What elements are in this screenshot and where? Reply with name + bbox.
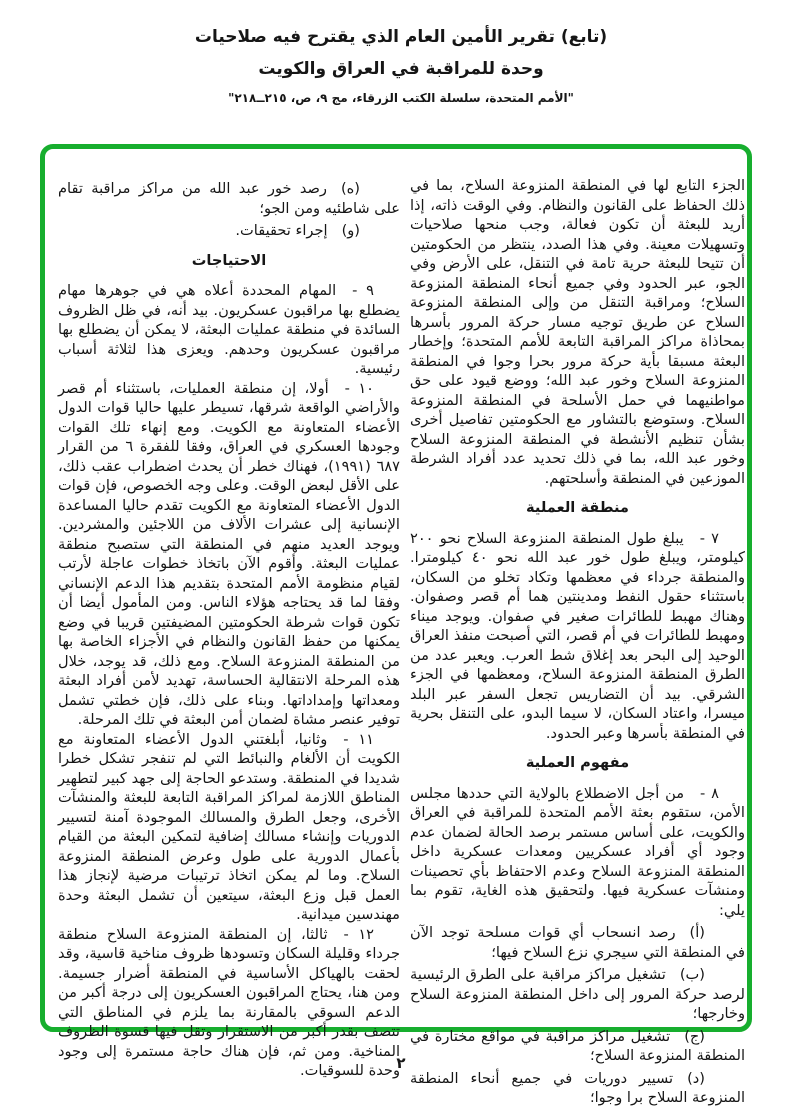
two-column-text-body bbox=[58, 176, 745, 1108]
section-heading-operation-area: منطقة العملية bbox=[526, 499, 629, 516]
list-item-b bbox=[410, 965, 745, 1024]
paragraph-10-text: أولا، إن منطقة العمليات، باستثناء أم قصر والأراضي الواقعة شرقها، تسيطر عليها حاليا قوات الدول الأعضاء المتعاونة مع الكويت. ومع إنهاء تلك القوات وجودها العسكري في العراق، وفقا للفقرة ٦ من القرار ٦٨٧ (١٩٩١)، فهناك خطر أن يحدث اضطراب عقب ذلك، على الأقل لبعض الوقت. وعلى وجه الخصوص، فإن قوات الدول الأعضاء المتعاونة مع الكويت تقدم حاليا المساعدة الإنسانية إلى عشرات الألاف من اللاجئين والمشردين. ويوجد العديد منهم في المنطقة التي ستصبح منطقة عمليات البعثة. وأقوم الآن باتخاذ خطوات عاجلة لأرتب لقيام منظومة الأمم المتحدة بتقديم هذا الدعم الإنساني وفقا لما قد يحتاجه هؤلاء الناس. ومن المأمول أيضا أن تكون قوات شرطة الحكومتين المضيفتين قريبا في وضع يمكنها من حفظ القانون والنظام في الأجزاء الخاصة بها من المنطقة المنزوعة السلاح. ومع ذلك، قد يوجد، خلال هذه المرحلة الانتقالية الحساسة، تهديد لأمن أفراد البعثة ومعداتها وإمداداتها. وبناء على ذلك، فإن خطتي تشمل توفير عنصر مشاة لضمان أمن البعثة في تلك المرحلة. bbox=[58, 379, 400, 728]
list-item-h-label: (ه) bbox=[340, 180, 360, 197]
list-item-c-text: تشغيل مراكز مراقبة في مواقع مختارة في المنطقة المنزوعة السلاح؛ bbox=[410, 1027, 745, 1064]
paragraph-8-text: من أجل الاضطلاع بالولاية التي حددها مجلس الأمن، ستقوم بعثة الأمم المتحدة للمراقبة في العراق والكويت، على أساس مستمر برصد الحالة لضمان عدم وجود أي أفراد عسكريين ومعدات عسكرية داخل المنطقة المنزوعة السلاح وعدم الاحتفاظ بأي تحصينات ومنشآت عسكرية فيها. ولتحقيق هذه الغاية، تقوم بما يلي: bbox=[410, 784, 745, 919]
page-number: ٢ bbox=[396, 1054, 406, 1072]
document-title-line-2: وحدة للمراقبة في العراق والكويت bbox=[258, 59, 544, 79]
list-item-d bbox=[410, 1069, 745, 1108]
document-title-line-1: (تابع) تقرير الأمين العام الذي يقترح فيه صلاحيات bbox=[194, 27, 608, 47]
paragraph-9-number: ٩ - bbox=[352, 282, 374, 299]
list-item-c-label: (ج) bbox=[684, 1027, 705, 1045]
list-item-b-text: تشغيل مراكز مراقبة على الطرق الرئيسية لرصد حركة المرور إلى داخل المنطقة المنزوعة السلاح وخارجها؛ bbox=[410, 966, 745, 1022]
list-item-d-text: تسيير دوريات في جميع أنحاء المنطقة المنزوعة السلاح برا وجوا؛ bbox=[410, 1069, 745, 1106]
paragraph-7-text: يبلغ طول المنطقة المنزوعة السلاح نحو ٢٠٠ كيلومتر، ويبلغ طول خور عبد الله نحو ٤٠ كيلومترا. والمنطقة جرداء في معظمها وتكاد تخلو من السكان، باستثناء حقول النفط ومدينتين هما أم قصر وصفوان. وهناك مهبط للطائرات صغير في صفوان. ويوجد ميناء ومهبط للطائرات في أم قصر، التي أصبحت منفذ العراق الوحيد إلى البحر بعد إغلاق شط العرب. ويعبر عدد من الطرق المنطقة المنزوعة السلاح، ومعظمها في الجزء الشرقي. بيد أن التضاريس تجعل السفر عبر البلد ميسرا، واعتاد السكان، لا سيما البدو، على التنقل بحرية في المنطقة بأسرها وعبر الحدود. bbox=[410, 529, 745, 742]
paragraph-12-number: ١٢ - bbox=[343, 925, 375, 943]
paragraph-11-number: ١١ - bbox=[343, 730, 375, 748]
left-column bbox=[58, 176, 400, 1081]
paragraph-8 bbox=[410, 784, 745, 921]
paragraph-10 bbox=[58, 379, 400, 730]
list-item-w bbox=[58, 221, 400, 241]
list-item-w-label: (و) bbox=[341, 222, 360, 239]
list-item-b-label: (ب) bbox=[679, 966, 705, 983]
right-column bbox=[410, 176, 745, 1108]
section-heading-operation-concept: مفهوم العملية bbox=[525, 754, 630, 771]
paragraph-9 bbox=[58, 281, 400, 379]
list-item-h-text: رصد خور عبد الله من مراكز مراقبة تقام على شاطئيه ومن الجو؛ bbox=[58, 180, 400, 217]
paragraph-7-number: ٧ - bbox=[699, 529, 719, 547]
list-item-a-text: رصد انسحاب أي قوات مسلحة توجد الآن في المنطقة التي سيجري نزع السلاح فيها؛ bbox=[410, 924, 745, 961]
paragraph-8-number: ٨ - bbox=[700, 784, 719, 802]
list-item-h bbox=[58, 179, 400, 218]
list-item-a-label: (أ) bbox=[689, 924, 705, 941]
document-header bbox=[0, 27, 802, 105]
list-item-w-text: إجراء تحقيقات. bbox=[235, 222, 328, 239]
list-item-d-label: (د) bbox=[687, 1069, 705, 1087]
paragraph-9-text: المهام المحددة أعلاه هي في جوهرها مهام يضطلع بها مراقبون عسكريون. بيد أنه، في ظل الظروف السائدة في منطقة عمليات البعثة، لا يمكن أن يضطلع بها مراقبون عسكريون وحدهم. ويعزى هذا لثلاثة أسباب رئيسية. bbox=[58, 282, 400, 377]
document-source-citation: "الأمم المتحدة، سلسلة الكتب الزرقاء، مج ٩، ص، ٢١٥ــ٢١٨" bbox=[228, 91, 574, 105]
paragraph-10-number: ١٠ - bbox=[344, 379, 374, 397]
paragraph-continuation: الجزء التابع لها في المنطقة المنزوعة السلاح، بما في ذلك الحفاظ على القانون والنظام. وفي الوقت ذاته، إذا أريد للبعثة أن تكون فعالة، وجب منحها صلاحيات وتسهيلات معينة. وفي هذا الصدد، ينتظر من الحكومتين أن تتيحا للبعثة حرية تامة في التنقل، على الأرض وفي الجو، عبر الحدود وفي جميع أنحاء المنطقة المنزوعة السلاح؛ ومراقبة التنقل من وإلى المنطقة المنزوعة السلاح عن طريق توجيه مسار حركة المرور بأسرها بمحاذاة مراكز المراقبة التابعة للأمم المتحدة؛ وإخطار البعثة مسبقا بأية حركة مرور بحرا وجوا في المنطقة المنزوعة السلاح وخور عبد الله؛ ووضع قيود على حق مواطنيهما في حمل الأسلحة في المنطقة المنزوعة السلاح. وستوضع بالتشاور مع الحكومتين تفاصيل أخرى بشأن تنظيم الأنشطة في المنطقة المنزوعة السلاح وخور عبد الله، بما في ذلك تحديد عدد أفراد الشرطة الموزعين في المنطقة وأسلحتهم. bbox=[410, 177, 745, 487]
paragraph-11 bbox=[58, 730, 400, 925]
paragraph-12-text: ثالثا، إن المنطقة المنزوعة السلاح منطقة جرداء وقليلة السكان وتسودها ظروف مناخية قاسية، وقد لحقت بالهياكل الأساسية في المنطقة أضرار جسيمة. ومن هنا، يحتاج المراقبون العسكريون إلى درجة أكبر من الدعم السوقي بالمقارنة بما يلزم في المناطق التي تتصف بقدر أكبر من الاستقرار وتقل فيها قسوة الظروف المناخية. ومن ثم، فإن هناك حاجة مستمرة إلى وجود وحدة للسوقيات. bbox=[58, 925, 400, 1079]
section-heading-requirements: الاحتياجات bbox=[191, 251, 267, 269]
list-item-a bbox=[410, 923, 745, 962]
paragraph-11-text: وثانيا، أبلغتني الدول الأعضاء المتعاونة مع الكويت أن الألغام والنبائط التي لم تنفجر تشكل خطرا شديدا في المنطقة. وستدعو الحاجة إلى جهد كبير لتطهير المناطق اللازمة لمراكز المراقبة التابعة للبعثة والمنشآت الأخرى، وجعل الطرق والمسالك الموجودة آمنة لتسيير الدوريات وإنشاء مسالك إضافية لتمكين البعثة من القيام بأعمال الدورية على طول وعرض المنطقة المنزوعة السلاح. وما لم يمكن اتخاذ ترتيبات مرضية لإنجاز هذا العمل قبل وزع البعثة، سيتعين أن تشمل البعثة وحدة مهندسين ميدانية. bbox=[58, 730, 400, 923]
paragraph-7 bbox=[410, 529, 745, 744]
